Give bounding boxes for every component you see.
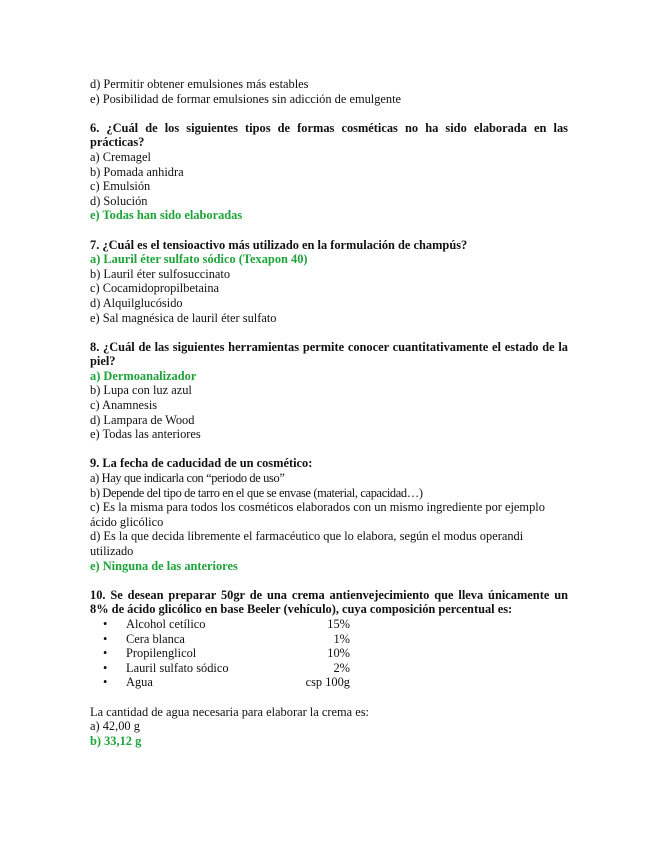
question-6 bbox=[90, 121, 568, 223]
q7-option-a-correct: a) Lauril éter sulfato sódico (Texapon 40) bbox=[90, 252, 308, 267]
q10-text: 10. Se desean preparar 50gr de una crema antienvejecimiento que lleva únicamente un 8% de ácido glicólico en base Beeler (vehículo), cuya composición percentual es: bbox=[90, 587, 568, 617]
composition-list bbox=[90, 617, 568, 690]
q7-option-b: b) Lauril éter sulfosuccinato bbox=[90, 266, 231, 281]
q8-option-a-correct: a) Dermoanalizador bbox=[90, 368, 197, 383]
q6-option-e-correct: e) Todas han sido elaboradas bbox=[90, 208, 243, 223]
q6-option-a: a) Cremagel bbox=[90, 149, 151, 164]
composition-item bbox=[90, 632, 568, 647]
ingredient-name: Propilenglicol bbox=[126, 646, 197, 661]
ingredient-amount: 15% bbox=[327, 616, 350, 631]
q9-text: 9. La fecha de caducidad de un cosmético: bbox=[90, 456, 313, 471]
bullet-icon: • bbox=[103, 675, 108, 690]
q7-option-c: c) Cocamidopropilbetaina bbox=[90, 281, 220, 296]
question-10 bbox=[90, 588, 568, 749]
composition-item bbox=[90, 675, 568, 690]
composition-item bbox=[90, 661, 568, 676]
ingredient-amount: 1% bbox=[333, 631, 350, 646]
composition-item bbox=[90, 646, 568, 661]
ingredient-name: Lauril sulfato sódico bbox=[126, 660, 229, 675]
ingredient-amount: csp 100g bbox=[305, 675, 350, 690]
ingredient-name: Agua bbox=[126, 675, 153, 690]
composition-item bbox=[90, 617, 568, 632]
q7-option-e: e) Sal magnésica de lauril éter sulfato bbox=[90, 310, 277, 325]
q9-option-a: a) Hay que indicarla con “periodo de uso” bbox=[90, 471, 285, 486]
q10-prompt: La cantidad de agua necesaria para elaborar la crema es: bbox=[90, 704, 369, 719]
q8-option-d: d) Lampara de Wood bbox=[90, 412, 195, 427]
q6-option-c: c) Emulsión bbox=[90, 179, 151, 194]
q7-text: 7. ¿Cuál es el tensioactivo más utilizado en la formulación de champús? bbox=[90, 237, 468, 252]
q8-text: 8. ¿Cuál de las siguientes herramientas permite conocer cuantitativamente el estado de la piel? bbox=[90, 339, 568, 369]
bullet-icon: • bbox=[103, 616, 108, 631]
q10-option-b-correct: b) 33,12 g bbox=[90, 733, 142, 748]
question-7 bbox=[90, 238, 568, 326]
ingredient-amount: 10% bbox=[327, 646, 350, 661]
q6-option-b: b) Pomada anhidra bbox=[90, 164, 184, 179]
q6-option-d: d) Solución bbox=[90, 193, 148, 208]
q5-option-e: e) Posibilidad de formar emulsiones sin adicción de emulgente bbox=[90, 91, 402, 106]
q8-option-e: e) Todas las anteriores bbox=[90, 427, 201, 442]
q10-option-a: a) 42,00 g bbox=[90, 719, 140, 734]
q9-option-e-correct: e) Ninguna de las anteriores bbox=[90, 558, 238, 573]
bullet-icon: • bbox=[103, 631, 108, 646]
q5-option-d: d) Permitir obtener emulsiones más estables bbox=[90, 77, 309, 91]
q9-option-d: d) Es la que decida libremente el farmacéutico que lo elabora, según el modus operandi utilizado bbox=[90, 529, 524, 558]
bullet-icon: • bbox=[103, 660, 108, 675]
q8-option-b: b) Lupa con luz azul bbox=[90, 383, 192, 398]
q9-option-b: b) Depende del tipo de tarro en el que se envase (material, capacidad…) bbox=[90, 485, 423, 500]
question-8 bbox=[90, 340, 568, 442]
q6-text: 6. ¿Cuál de los siguientes tipos de formas cosméticas no ha sido elaborada en las prácticas? bbox=[90, 120, 568, 150]
q7-option-d: d) Alquilglucósido bbox=[90, 295, 183, 310]
ingredient-name: Cera blanca bbox=[126, 631, 185, 646]
bullet-icon: • bbox=[103, 646, 108, 661]
question-9 bbox=[90, 456, 568, 573]
q9-option-c: c) Es la misma para todos los cosméticos elaborados con un mismo ingrediente por ejemplo ácido glicólico bbox=[90, 500, 545, 529]
q8-option-c: c) Anamnesis bbox=[90, 398, 158, 413]
ingredient-name: Alcohol cetílico bbox=[126, 616, 206, 631]
exam-page bbox=[90, 77, 568, 748]
ingredient-amount: 2% bbox=[333, 660, 350, 675]
